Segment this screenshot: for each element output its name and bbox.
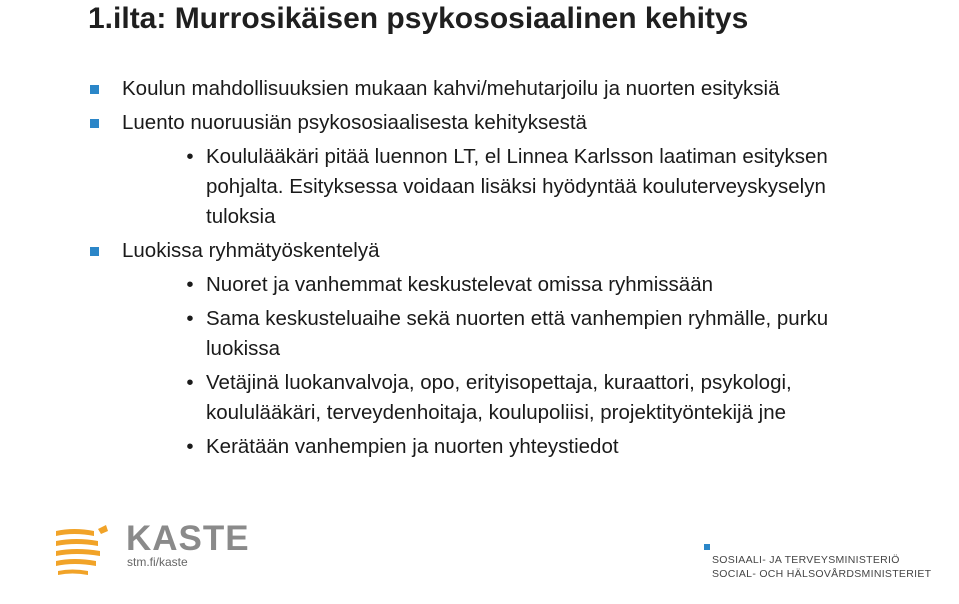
bullet-item xyxy=(0,74,959,104)
bullet-text: Luento nuoruusiän psykososiaalisesta kehityksestä xyxy=(122,111,587,134)
bullet-text: Koulun mahdollisuuksien mukaan kahvi/mehutarjoilu ja nuorten esityksiä xyxy=(122,77,780,100)
dot-bullet-icon: • xyxy=(186,145,194,168)
sub-bullet-item xyxy=(0,432,959,462)
kaste-logo-text: KASTE xyxy=(126,519,250,558)
sub-bullet-item xyxy=(0,368,959,428)
sub-bullet-text: Sama keskusteluaihe sekä nuorten että vanhempien ryhmälle, purku luokissa xyxy=(206,307,829,360)
kaste-sun-rays-logo-icon xyxy=(54,523,114,579)
ministry-name-sv: SOCIAL- OCH HÄLSOVÅRDSMINISTERIET xyxy=(712,568,932,580)
slide-title: 1.ilta: Murrosikäisen psykososiaalinen kehitys xyxy=(88,2,749,35)
sub-bullet-text: Kerätään vanhempien ja nuorten yhteystiedot xyxy=(206,435,619,458)
dot-bullet-icon: • xyxy=(186,371,194,394)
ministry-square-mark-icon xyxy=(704,544,712,552)
dot-bullet-icon: • xyxy=(186,435,194,458)
square-bullet-icon xyxy=(90,119,99,128)
sub-bullet-text: Vetäjinä luokanvalvoja, opo, erityisopettaja, kuraattori, psykologi, koululääkäri, terveydenhoitaja, koulupoliisi, projektityöntekijä jne xyxy=(206,371,792,424)
bullet-list xyxy=(0,74,959,466)
ministry-name xyxy=(712,553,931,581)
bullet-item xyxy=(0,236,959,266)
bullet-text: Luokissa ryhmätyöskentelyä xyxy=(122,239,380,262)
square-bullet-icon xyxy=(90,85,99,94)
slide-footer xyxy=(0,515,959,604)
dot-bullet-icon: • xyxy=(186,273,194,296)
bullet-item xyxy=(0,108,959,138)
sub-bullet-text: Nuoret ja vanhemmat keskustelevat omissa ryhmissään xyxy=(206,273,714,296)
sub-bullet-item xyxy=(0,142,959,232)
sub-bullet-item xyxy=(0,304,959,364)
sub-bullet-text: Koululääkäri pitää luennon LT, el Linnea Karlsson laatiman esityksen pohjalta. Esityksessa voidaan lisäksi hyödyntää kouluterveyskyselyn tuloksia xyxy=(206,145,828,228)
dot-bullet-icon: • xyxy=(186,307,194,330)
square-bullet-icon xyxy=(90,247,99,256)
sub-bullet-item xyxy=(0,270,959,300)
ministry-name-fi: SOSIAALI- JA TERVEYSMINISTERIÖ xyxy=(712,554,900,566)
kaste-url-text: stm.fi/kaste xyxy=(127,555,188,569)
